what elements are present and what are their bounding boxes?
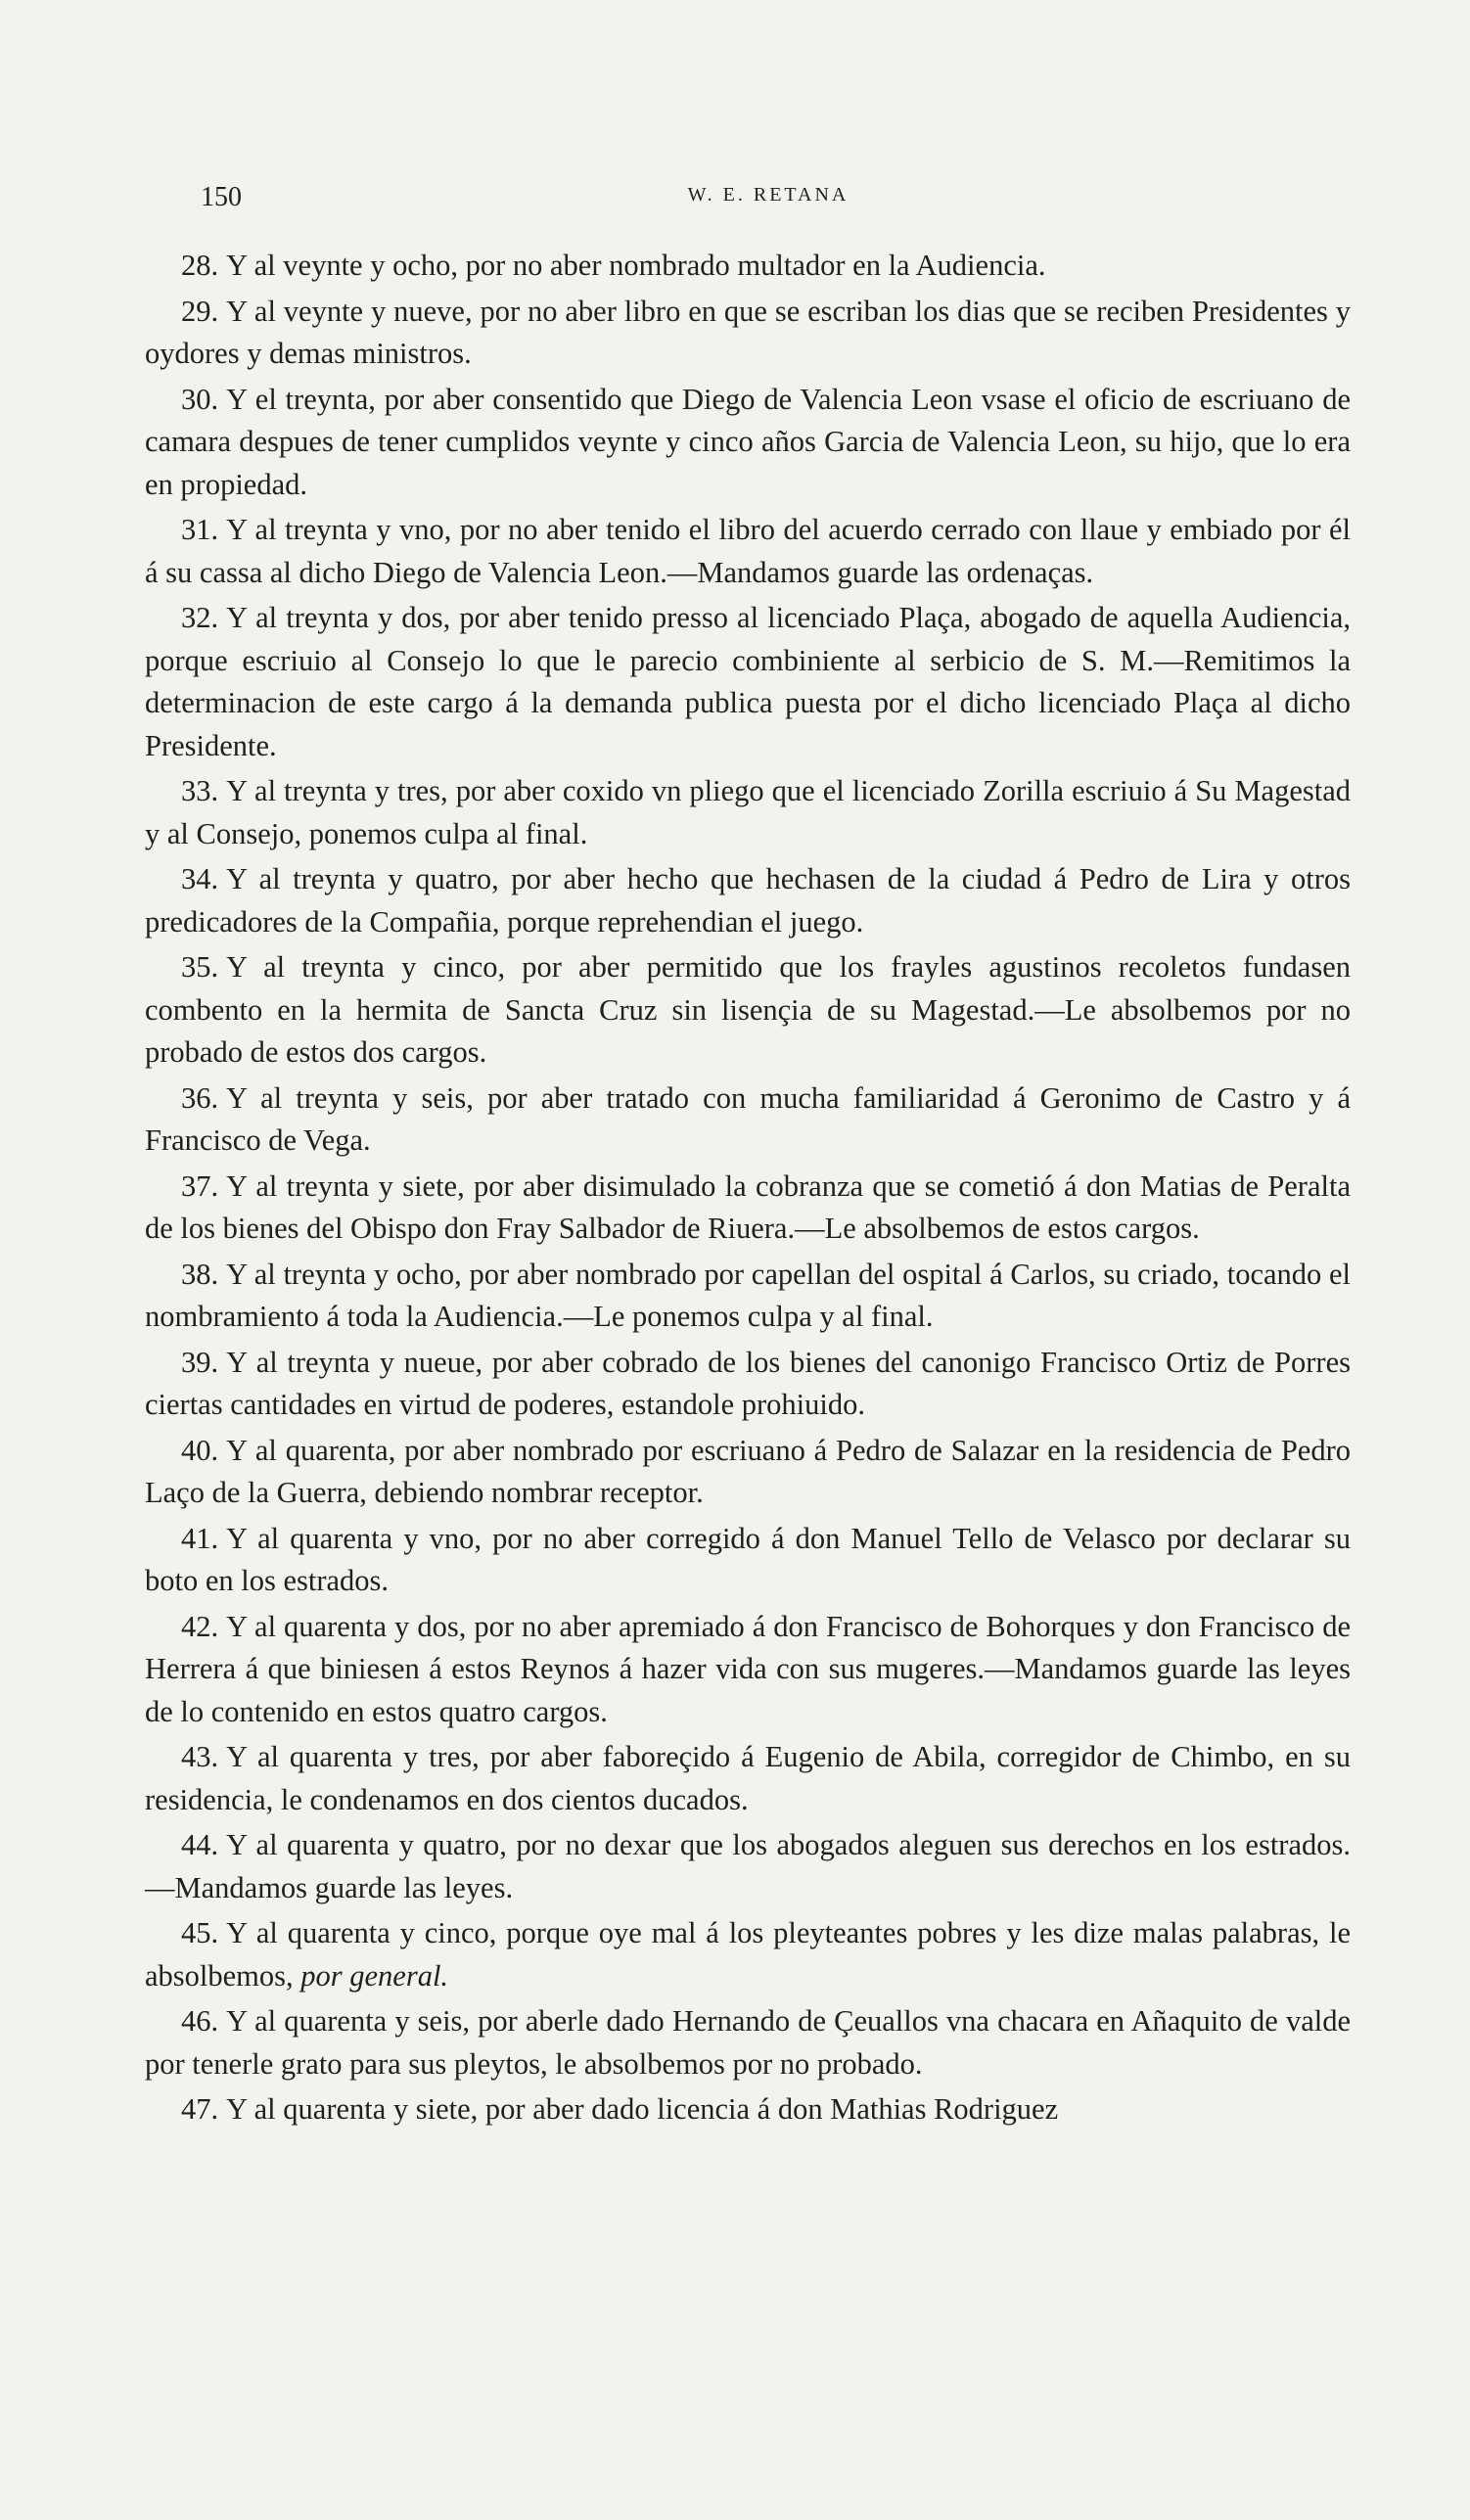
paragraph — [145, 770, 1351, 855]
paragraph — [145, 245, 1351, 288]
paragraph-text: Y al quarenta y vno, por no aber corregido á don Manuel Tello de Velasco por declarar su boto en los estrados. — [145, 1521, 1351, 1597]
paragraph-number: 36. — [181, 1080, 219, 1115]
paragraph-number: 45. — [181, 1916, 219, 1949]
paragraph-number: 28. — [181, 249, 219, 282]
paragraph — [145, 1342, 1351, 1427]
paragraph — [145, 509, 1351, 594]
paragraph-text: Y al quarenta y dos, por no aber apremiado á don Francisco de Bohorques y don Francisco de Herrera á que biniesen á estos Reynos á hazer vida con sus mugeres.—Mandamos guarde las leyes de lo contenido en estos quatro cargos. — [145, 1609, 1351, 1728]
paragraph-text: Y al treynta y dos, por aber tenido presso al licenciado Plaça, abogado de aquella Audiencia, porque escriuio al Consejo lo que le parecio combiniente al serbicio de S. M.—Remitimos la determinacion de este cargo á la demanda publica puesta por el dicho licenciado Plaça al dicho Presidente. — [145, 601, 1351, 762]
paragraph-text: Y al treynta y siete, por aber disimulado la cobranza que se cometió á don Matias de Peralta de los bienes del Obispo don Fray Salbador de Riuera.—Le absolbemos de estos cargos. — [145, 1168, 1351, 1245]
paragraph — [145, 1606, 1351, 1734]
paragraph-text: Y al treynta y vno, por no aber tenido el libro del acuerdo cerrado con llaue y embiado por él á su cassa al dicho Diego de Valencia Leon.—Mandamos guarde las ordenaças. — [145, 513, 1351, 589]
paragraph — [145, 1518, 1351, 1603]
paragraph — [145, 858, 1351, 943]
paragraph-text: Y al quarenta, por aber nombrado por escriuano á Pedro de Salazar en la residencia de Pedro Laço de la Guerra, debiendo nombrar receptor. — [145, 1433, 1351, 1509]
paragraph — [145, 2088, 1351, 2131]
paragraph — [145, 1254, 1351, 1339]
paragraph-number: 39. — [181, 1345, 219, 1379]
paragraph-number: 40. — [181, 1433, 219, 1467]
page-number: 150 — [201, 182, 242, 212]
paragraph-text: Y al quarenta y quatro, por no dexar que los abogados aleguen sus derechos en los estrados.—Mandamos guarde las leyes. — [145, 1828, 1351, 1904]
paragraph-text: Y al treynta y seis, por aber tratado con mucha familiaridad á Geronimo de Castro y á Francisco de Vega. — [145, 1080, 1351, 1157]
paragraph-number: 32. — [181, 601, 219, 634]
running-title: W. E. RETANA — [687, 184, 850, 206]
paragraph-number: 31. — [181, 513, 219, 546]
paragraph-number: 38. — [181, 1257, 219, 1291]
paragraph-number: 30. — [181, 382, 219, 416]
paragraph — [145, 597, 1351, 767]
body-text — [145, 245, 1351, 2134]
paragraph — [145, 379, 1351, 507]
paragraph-text: Y al veynte y ocho, por no aber nombrado multador en la Audiencia. — [226, 249, 1046, 282]
paragraph — [145, 2000, 1351, 2085]
paragraph — [145, 1912, 1351, 1997]
paragraph-text: Y al quarenta y cinco, porque oye mal á los pleyteantes pobres y les dize malas palabras, le absolbemos, — [145, 1916, 1351, 1993]
paragraph — [145, 1824, 1351, 1909]
page-header — [201, 182, 1336, 221]
paragraph-number: 46. — [181, 2004, 219, 2038]
paragraph — [145, 1077, 1351, 1163]
paragraph-text: Y al treynta y tres, por aber coxido vn pliego que el licenciado Zorilla escriuio á Su Magestad y al Consejo, ponemos culpa al final. — [145, 774, 1351, 850]
paragraph-text: Y al treynta y ocho, por aber nombrado por capellan del ospital á Carlos, su criado, tocando el nombramiento á toda la Audiencia.—Le ponemos culpa y al final. — [145, 1257, 1351, 1333]
paragraph — [145, 1166, 1351, 1251]
paragraph-number: 44. — [181, 1828, 219, 1861]
paragraph-number: 47. — [181, 2092, 219, 2126]
paragraph-number: 33. — [181, 774, 219, 807]
paragraph-text: Y al quarenta y seis, por aberle dado Hernando de Çeuallos vna chacara en Añaquito de valde por tenerle grato para sus pleytos, le absolbemos por no probado. — [145, 2004, 1351, 2081]
paragraph-number: 41. — [181, 1521, 219, 1555]
paragraph — [145, 1430, 1351, 1515]
paragraph-number: 35. — [181, 950, 219, 984]
paragraph-text: Y al veynte y nueve, por no aber libro en que se escriban los dias que se reciben Presidentes y oydores y demas ministros. — [145, 294, 1351, 370]
paragraph-text: Y al treynta y nueue, por aber cobrado de los bienes del canonigo Francisco Ortiz de Porres ciertas cantidades en virtud de poderes, estandole prohiuido. — [145, 1345, 1351, 1421]
paragraph-number: 42. — [181, 1609, 219, 1643]
paragraph-number: 43. — [181, 1740, 219, 1773]
paragraph-text: Y el treynta, por aber consentido que Diego de Valencia Leon vsase el oficio de escriuano de camara despues de tener cumplidos veynte y cinco años Garcia de Valencia Leon, su hijo, que lo era en propiedad. — [145, 382, 1351, 501]
paragraph-text: Y al quarenta y siete, por aber dado licencia á don Mathias Rodriguez — [226, 2092, 1059, 2126]
paragraph-text: Y al quarenta y tres, por aber faboreçido á Eugenio de Abila, corregidor de Chimbo, en su residencia, le condenamos en dos cientos ducados. — [145, 1740, 1351, 1816]
paragraph-number: 29. — [181, 294, 219, 328]
paragraph — [145, 946, 1351, 1075]
paragraph — [145, 291, 1351, 376]
paragraph-number: 37. — [181, 1168, 219, 1203]
paragraph — [145, 1736, 1351, 1821]
paragraph-italic-tail: por general. — [300, 1958, 449, 1993]
paragraph-number: 34. — [181, 862, 219, 895]
paragraph-text: Y al treynta y quatro, por aber hecho que hechasen de la ciudad á Pedro de Lira y otros predicadores de la Compañia, porque reprehendian el juego. — [145, 862, 1351, 939]
paragraph-text: Y al treynta y cinco, por aber permitido que los frayles agustinos recoletos fundasen combento en la hermita de Sancta Cruz sin lisençia de su Magestad.—Le absolbemos por no probado de estos dos cargos. — [145, 950, 1351, 1069]
